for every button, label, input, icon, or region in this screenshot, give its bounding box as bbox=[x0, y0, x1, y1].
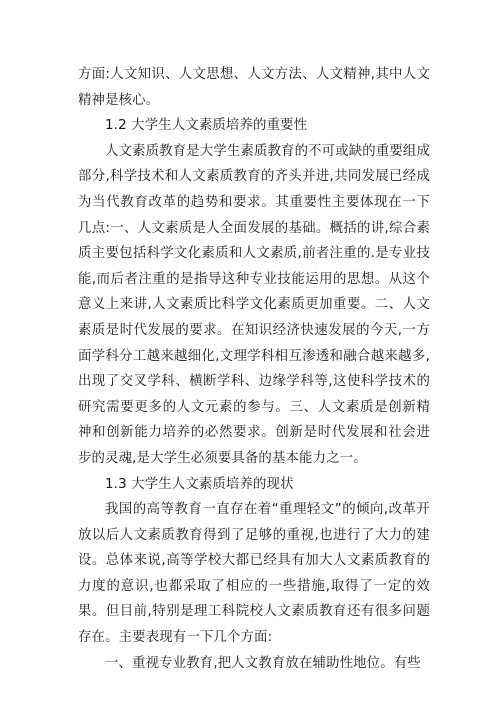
section-1-3-paragraph-2: 一、重视专业教育,把人文教育放在辅助性地位。有些 bbox=[105, 655, 421, 671]
intro-paragraph: 方面:人文知识、人文思想、人文方法、人文精神,其中人文精神是核心。 bbox=[78, 67, 430, 108]
section-1-2-paragraph: 人文素质教育是大学生素质教育的不可或缺的重要组成部分,科学技术和人文素质教育的齐头并进,共同发展已经成为当代教育改革的趋势和要求。其重要性主要体现在一下几点:一、人文素质是人全面发展的基础。概括的讲,综合素质主要包括科学文化素质和人文素质,前者注重的.是专业技能,而后者注重的是指导这种专业技能运用的思想。从这个意义上来讲,人文素质比科学文化素质更加重要。二、人文素质是时代发展的要求。在知识经济快速发展的今天,一方面学科分工越来越细化,文理学科相互渗透和融合越来越多,出现了交叉学科、横断学科、边缘学科等,这使科学技术的研究需要更多的人文元素的参与。三、人文素质是创新精神和创新能力培养的必然要求。创新是时代发展和社会进步的灵魂,是大学生必须要具备的基本能力之一。 bbox=[78, 143, 430, 466]
section-1-3-paragraph-1: 我国的高等教育一直存在着“重理轻文”的倾向,改革开放以后人文素质教育得到了足够的重视,也进行了大力的建设。总体来说,高等学校大都已经具有加大人文素质教育的力度的意识,也都采取了相应的一些措施,取得了一定的效果。但目前,特别是理工科院校人文素质教育还有很多问题存在。主要表现有一下几个方面: bbox=[78, 502, 430, 646]
section-heading-1-2: 1.2 大学生人文素质培养的重要性 bbox=[105, 118, 308, 134]
document-page bbox=[78, 62, 430, 676]
section-heading-1-3: 1.3 大学生人文素质培养的现状 bbox=[105, 476, 294, 492]
